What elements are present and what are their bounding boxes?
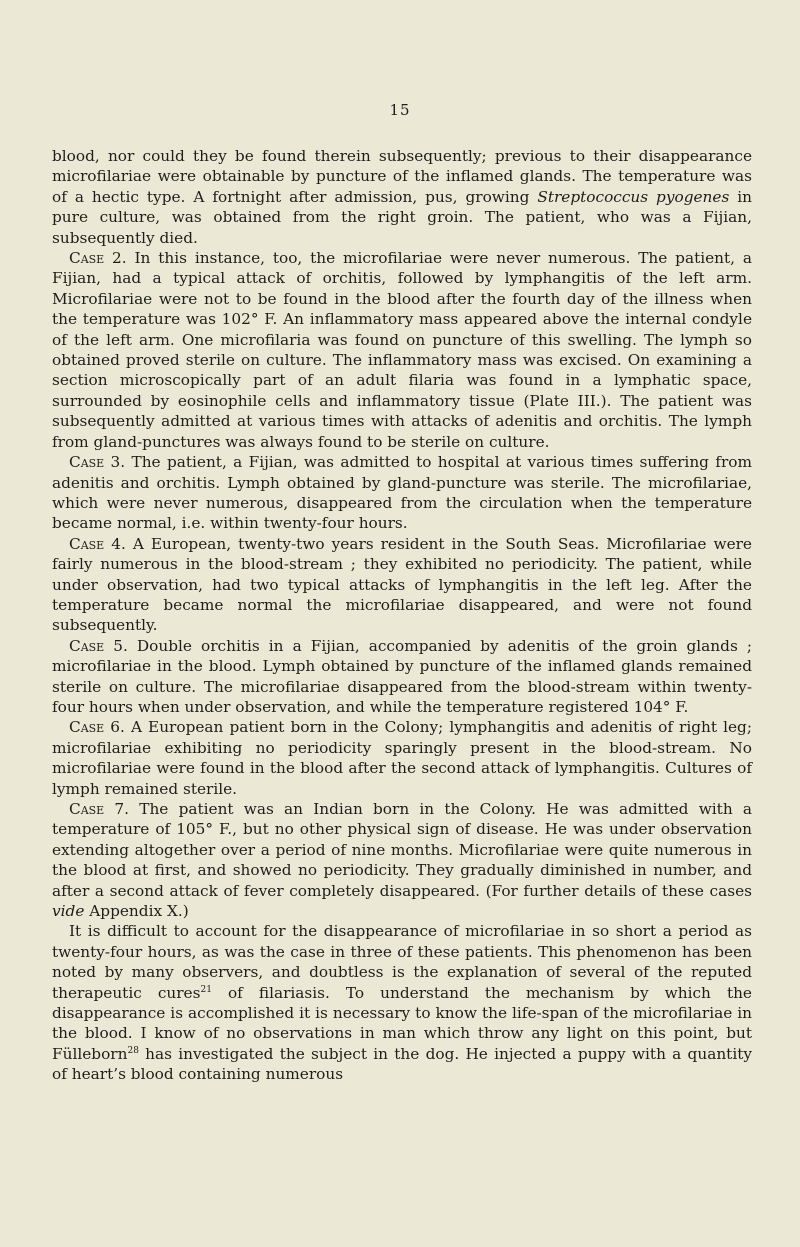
- paragraph-case-6: [52, 717, 752, 799]
- paragraph-text: blood, nor could they be found therein subsequently; previous to their disappearance microfilariae were obtainable by puncture of the inflamed glands. The temperature was of a hectic type. A fortnight after admission, pus, growing Streptococcus pyogenes in pure culture, was obtained from the right groin. The patient, who was a Fijian, subsequently died.: [52, 147, 753, 247]
- paragraph-text: Double orchitis in a Fijian, accompanied by adenitis of the groin glands ; microfilariae in the blood. Lymph obtained by puncture of the inflamed glands remained sterile on culture. The microfilariae disappeared from the blood-stream within twenty-four hours when under observation, and while the temperature registered 104° F.: [52, 636, 752, 716]
- case-label: Case 6.: [69, 718, 125, 737]
- paragraph-text: The patient was an Indian born in the Colony. He was admitted with a temperature of 105° F., but no other physical sign of disease. He was under observation extending altogether over a period of nine months. Microfilariae were quite numerous in the blood at first, and showed no periodicity. They gradually diminished in number, and after a second attack of fever completely disappeared. (For further details of these cases vide Appendix X.): [52, 800, 753, 921]
- reference-marker: 28: [127, 1045, 139, 1056]
- paragraph-case-5: [52, 636, 752, 718]
- page-number: 15: [389, 101, 411, 119]
- paragraph-text: A European, twenty-two years resident in the South Seas. Microfilariae were fairly numerous in the blood-stream ; they exhibited no periodicity. The patient, while under observation, had two typical attacks of lymphangitis in the left leg. After the temperature became normal the microfilariae disappeared, and were not found subsequently.: [52, 534, 752, 635]
- paragraph-text: A European patient born in the Colony; lymphangitis and adenitis of right leg; microfilariae exhibiting no periodicity sparingly present in the blood-stream. No microfilariae were found in the blood after the second attack of lymphangitis. Cultures of lymph remained sterile.: [52, 718, 752, 798]
- body-text: [52, 146, 752, 1085]
- case-label: Case 3.: [69, 453, 126, 472]
- italic-term: vide: [52, 902, 85, 921]
- case-label: Case 2.: [69, 249, 127, 268]
- case-label: Case 4.: [69, 534, 126, 553]
- italic-term: Streptococcus pyogenes: [537, 187, 730, 206]
- paragraph-text: has investigated the subject in the dog. He injected a puppy with a quantity of heart’s blood containing numerous: [52, 1044, 752, 1084]
- paragraph-case-3: [52, 452, 752, 534]
- paragraph-text: In this instance, too, the microfilariae were never numerous. The patient, a Fijian, had a typical attack of orchitis, followed by lymphangitis of the left arm. Microfilariae were not to be found in the blood after the fourth day of the illness when the temperature was 102° F. An inflammatory mass appeared above the internal condyle of the left arm. One microfilaria was found on puncture of this swelling. The lymph so obtained proved sterile on culture. The inflammatory mass was excised. On examining a section microscopically part of an adult filaria was found in a lymphatic space, surrounded by eosinophile cells and inflammatory tissue (Plate III.). The patient was subsequently admitted at various times with attacks of adenitis and orchitis. The lymph from gland-punctures was always found to be sterile on culture.: [52, 249, 752, 451]
- paragraph-case-2: [52, 248, 752, 452]
- reference-marker: 21: [200, 984, 212, 995]
- paragraph-text: of filariasis. To understand the mechanism by which the disappearance is accomplished it is necessary to know the life-span of the microfilariae in the blood. I know of no observations in man which throw any light on this point, but Fülleborn: [52, 983, 752, 1063]
- paragraph-case-4: [52, 534, 752, 636]
- paragraph-discussion: [52, 921, 752, 1084]
- paragraph-text: It is difficult to account for the disappearance of microfilariae in so short a period as twenty-four hours, as was the case in three of these patients. This phenomenon has been noted by many observers, and doubtless is the explanation of several of the reputed therapeutic cures: [52, 922, 752, 1002]
- case-label: Case 7.: [69, 800, 130, 818]
- paragraph-case-7: [52, 799, 752, 921]
- paragraph-text: The patient, a Fijian, was admitted to hospital at various times suffering from adenitis and orchitis. Lymph obtained by gland-puncture was sterile. The microfilariae, which were never numerous, disappeared from the circulation when the temperature became normal, i.e. within twenty-four hours.: [52, 453, 752, 533]
- paragraph-intro: [52, 146, 752, 248]
- case-label: Case 5.: [69, 636, 128, 655]
